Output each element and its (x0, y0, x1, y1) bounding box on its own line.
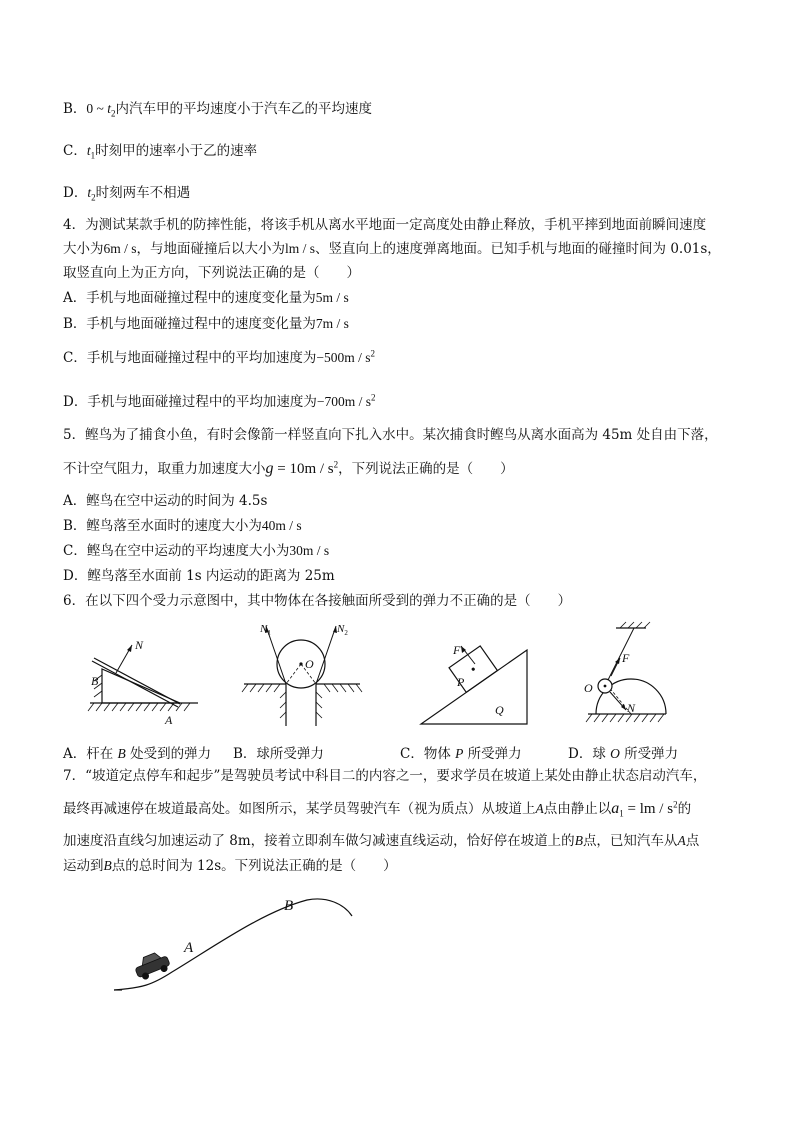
figure-a-label-a: A (165, 713, 173, 727)
figure-q7-label-a: A (184, 940, 194, 956)
q5-option-d: D．鲣鸟落至水面前 1s 内运动的距离为 25m (63, 568, 335, 584)
q4-option-a: A．手机与地面碰撞过程中的速度变化量为5m / s (63, 290, 349, 306)
q7-stem-line1: 7．“坡道定点停车和起步”是驾驶员考试中科目二的内容之一，要求学员在坡道上某处由静止状态启动汽车， (63, 768, 707, 784)
figure-a-caption: A．杆在 B 处受到的弹力 (63, 746, 212, 762)
q4-stem-line1: 4．为测试某款手机的防摔性能，将该手机从离水平地面一定高度处由静止释放，手机平摔到地面前瞬间速度 (63, 217, 707, 233)
figure-b-label-n1: $N_1$ (260, 623, 271, 637)
q4-option-d: D．手机与地面碰撞过程中的平均加速度为$-700m / s^2$ (63, 392, 376, 410)
figure-a-label-b: B (91, 674, 99, 688)
q4-stem-line3: 取竖直向上为正方向，下列说法正确的是（ ） (63, 265, 360, 281)
figure-c-block-on-incline (415, 620, 545, 730)
car-icon (132, 949, 172, 982)
figure-b-label-o: O (305, 657, 314, 671)
figure-d-caption: D．球 O 所受弹力 (568, 746, 679, 762)
figure-b-ball-between-edges (240, 618, 370, 728)
figure-c-label-p: P (457, 675, 465, 689)
figure-q7-slope (112, 890, 372, 1000)
q7-stem-line2: 最终再减速停在坡道最高处。如图所示，某学员驾驶汽车（视为质点）从坡道上A点由静止以$a_1$ = lm / $s^2$的 (63, 799, 692, 819)
q4-stem-line2: 大小为6m / s，与地面碰撞后以大小为lm / s、竖直向上的速度弹离地面。已知手机与地面的碰撞时间为 0.01s， (63, 241, 721, 257)
q3-option-b: B．0 ~ $t_2$内汽车甲的平均速度小于汽车乙的平均速度 (63, 101, 372, 119)
figure-q7-label-b: B (284, 898, 294, 914)
figure-b-caption: B．球所受弹力 (233, 746, 324, 762)
figure-c-label-q: Q (495, 703, 504, 717)
q7-stem-line4: 运动到B点的总时间为 12s。下列说法正确的是（ ） (63, 858, 397, 874)
q5-option-b: B．鲣鸟落至水面时的速度大小为40m / s (63, 518, 302, 534)
figure-d-ball-on-hemisphere (580, 620, 710, 730)
q5-option-a: A．鲣鸟在空中运动的时间为 4.5s (63, 493, 268, 509)
figure-d-label-n: N (627, 701, 636, 715)
figure-a-label-n: N (135, 638, 144, 652)
q4-option-c: C．手机与地面碰撞过程中的平均加速度为$-500m / s^2$ (63, 348, 375, 366)
q3-option-c: C．$t_1$时刻甲的速率小于乙的速率 (63, 143, 258, 161)
figure-b-label-n2: $N_2$ (337, 623, 348, 637)
figure-c-caption: C．物体 P 所受弹力 (400, 746, 522, 762)
figure-d-label-o: O (584, 681, 593, 695)
q7-stem-line3: 加速度沿直线匀加速运动了 8m，接着立即刹车做匀减速直线运动，恰好停在坡道上的B点，已知汽车从A点 (63, 833, 700, 849)
figure-d-label-f: F (622, 651, 630, 665)
q5-option-c: C．鲣鸟在空中运动的平均速度大小为30m / s (63, 543, 330, 559)
q6-stem: 6．在以下四个受力示意图中，其中物体在各接触面所受到的弹力不正确的是（ ） (63, 593, 572, 609)
q4-option-b: B．手机与地面碰撞过程中的速度变化量为7m / s (63, 316, 349, 332)
figure-a-rod-on-wedge (80, 625, 210, 735)
q3-option-d: D．$t_2$时刻两车不相遇 (63, 185, 191, 203)
q5-stem-line2: 不计空气阻力，取重力加速度大小$g = 10m / s^2$，下列说法正确的是（ ） (63, 459, 514, 477)
q5-stem-line1: 5．鲣鸟为了捕食小鱼，有时会像箭一样竖直向下扎入水中。某次捕食时鲣鸟从离水面高为 45m 处自由下落， (63, 427, 718, 443)
figure-c-label-f: F (453, 643, 461, 657)
